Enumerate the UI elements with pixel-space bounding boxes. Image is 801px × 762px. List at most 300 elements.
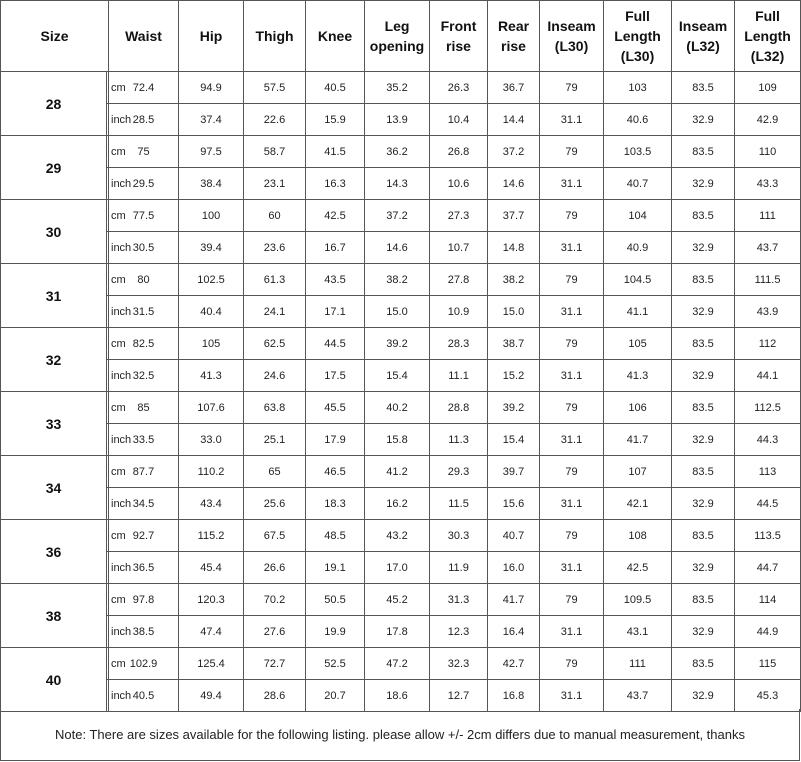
value-cell: 31.1 <box>540 168 604 200</box>
value-cell: 17.0 <box>365 552 430 584</box>
value-cell: 42.5 <box>306 200 365 232</box>
value-cell: 112 <box>735 328 801 360</box>
value-cell: 111.5 <box>735 264 801 296</box>
value-cell: 75 <box>109 136 179 168</box>
value-cell: 11.3 <box>430 424 488 456</box>
value-cell: 40.7 <box>488 520 540 552</box>
column-header-line: (L30) <box>554 38 589 54</box>
table-row <box>1 72 801 104</box>
value-cell: 83.5 <box>672 584 735 616</box>
column-header-line: (L30) <box>620 48 655 64</box>
value-cell: 32.9 <box>672 104 735 136</box>
table-row <box>1 552 801 584</box>
value-cell: 109 <box>735 72 801 104</box>
value-cell: 28.8 <box>430 392 488 424</box>
value-cell: 15.0 <box>488 296 540 328</box>
value-cell: 36.2 <box>365 136 430 168</box>
value-cell: 83.5 <box>672 72 735 104</box>
value-cell: 31.1 <box>540 680 604 712</box>
size-cell: 32 <box>1 328 107 392</box>
column-header <box>244 1 306 72</box>
value-cell: 14.3 <box>365 168 430 200</box>
value-cell: 62.5 <box>244 328 306 360</box>
value-cell: 38.5 <box>109 616 179 648</box>
value-cell: 30.5 <box>109 232 179 264</box>
unit-cell: cm <box>107 456 109 488</box>
value-cell: 40.7 <box>604 168 672 200</box>
value-cell: 24.6 <box>244 360 306 392</box>
value-cell: 113 <box>735 456 801 488</box>
value-cell: 41.5 <box>306 136 365 168</box>
value-cell: 65 <box>244 456 306 488</box>
value-cell: 80 <box>109 264 179 296</box>
value-cell: 63.8 <box>244 392 306 424</box>
value-cell: 23.6 <box>244 232 306 264</box>
value-cell: 17.8 <box>365 616 430 648</box>
unit-cell: cm <box>107 136 109 168</box>
size-cell: 28 <box>1 72 107 136</box>
value-cell: 33.5 <box>109 424 179 456</box>
table-row <box>1 264 801 296</box>
value-cell: 83.5 <box>672 456 735 488</box>
value-cell: 31.5 <box>109 296 179 328</box>
value-cell: 107 <box>604 456 672 488</box>
value-cell: 72.4 <box>109 72 179 104</box>
value-cell: 110.2 <box>179 456 244 488</box>
value-cell: 12.3 <box>430 616 488 648</box>
value-cell: 97.8 <box>109 584 179 616</box>
value-cell: 45.4 <box>179 552 244 584</box>
value-cell: 10.4 <box>430 104 488 136</box>
value-cell: 104 <box>604 200 672 232</box>
value-cell: 32.9 <box>672 232 735 264</box>
size-cell: 33 <box>1 392 107 456</box>
value-cell: 31.1 <box>540 616 604 648</box>
unit-cell: cm <box>107 264 109 296</box>
value-cell: 15.0 <box>365 296 430 328</box>
value-cell: 32.9 <box>672 296 735 328</box>
unit-cell: inch <box>107 296 109 328</box>
value-cell: 42.9 <box>735 104 801 136</box>
value-cell: 16.0 <box>488 552 540 584</box>
column-header <box>109 1 179 72</box>
value-cell: 47.2 <box>365 648 430 680</box>
column-header-line: rise <box>446 38 471 54</box>
unit-cell: cm <box>107 72 109 104</box>
value-cell: 30.3 <box>430 520 488 552</box>
value-cell: 79 <box>540 264 604 296</box>
column-header-line: Length <box>614 28 661 44</box>
size-cell: 38 <box>1 584 107 648</box>
column-header-line: Inseam <box>678 18 728 34</box>
value-cell: 25.1 <box>244 424 306 456</box>
column-header-line: Full <box>625 8 650 24</box>
value-cell: 37.7 <box>488 200 540 232</box>
value-cell: 43.9 <box>735 296 801 328</box>
value-cell: 37.4 <box>179 104 244 136</box>
size-cell: 34 <box>1 456 107 520</box>
table-row <box>1 456 801 488</box>
value-cell: 41.2 <box>365 456 430 488</box>
value-cell: 110 <box>735 136 801 168</box>
column-header <box>604 1 672 72</box>
value-cell: 29.3 <box>430 456 488 488</box>
value-cell: 42.7 <box>488 648 540 680</box>
value-cell: 39.7 <box>488 456 540 488</box>
value-cell: 35.2 <box>365 72 430 104</box>
value-cell: 40.6 <box>604 104 672 136</box>
value-cell: 111 <box>735 200 801 232</box>
value-cell: 58.7 <box>244 136 306 168</box>
column-header-line: Waist <box>125 28 162 44</box>
unit-cell: cm <box>107 648 109 680</box>
value-cell: 48.5 <box>306 520 365 552</box>
value-cell: 39.4 <box>179 232 244 264</box>
value-cell: 43.4 <box>179 488 244 520</box>
value-cell: 23.1 <box>244 168 306 200</box>
value-cell: 41.3 <box>179 360 244 392</box>
unit-cell: cm <box>107 392 109 424</box>
value-cell: 83.5 <box>672 328 735 360</box>
value-cell: 18.3 <box>306 488 365 520</box>
table-row <box>1 328 801 360</box>
value-cell: 125.4 <box>179 648 244 680</box>
value-cell: 14.4 <box>488 104 540 136</box>
column-header <box>179 1 244 72</box>
value-cell: 38.2 <box>488 264 540 296</box>
value-cell: 32.3 <box>430 648 488 680</box>
table-row <box>1 168 801 200</box>
value-cell: 11.1 <box>430 360 488 392</box>
value-cell: 115.2 <box>179 520 244 552</box>
value-cell: 44.9 <box>735 616 801 648</box>
value-cell: 20.7 <box>306 680 365 712</box>
value-cell: 41.1 <box>604 296 672 328</box>
value-cell: 97.5 <box>179 136 244 168</box>
unit-cell: inch <box>107 680 109 712</box>
table-body <box>1 72 801 712</box>
value-cell: 83.5 <box>672 264 735 296</box>
value-cell: 85 <box>109 392 179 424</box>
value-cell: 43.7 <box>735 232 801 264</box>
value-cell: 31.1 <box>540 424 604 456</box>
column-header <box>540 1 604 72</box>
value-cell: 111 <box>604 648 672 680</box>
unit-cell: inch <box>107 616 109 648</box>
value-cell: 38.7 <box>488 328 540 360</box>
value-cell: 16.7 <box>306 232 365 264</box>
value-cell: 10.9 <box>430 296 488 328</box>
column-header-line: Full <box>755 8 780 24</box>
value-cell: 31.1 <box>540 104 604 136</box>
value-cell: 83.5 <box>672 136 735 168</box>
value-cell: 41.3 <box>604 360 672 392</box>
unit-cell: inch <box>107 104 109 136</box>
column-header <box>672 1 735 72</box>
table-header <box>1 1 801 72</box>
table-row <box>1 392 801 424</box>
value-cell: 26.6 <box>244 552 306 584</box>
value-cell: 15.2 <box>488 360 540 392</box>
size-cell: 31 <box>1 264 107 328</box>
size-cell: 36 <box>1 520 107 584</box>
value-cell: 28.5 <box>109 104 179 136</box>
value-cell: 79 <box>540 328 604 360</box>
value-cell: 40.4 <box>179 296 244 328</box>
size-cell: 40 <box>1 648 107 712</box>
value-cell: 107.6 <box>179 392 244 424</box>
value-cell: 47.4 <box>179 616 244 648</box>
column-header <box>488 1 540 72</box>
value-cell: 105 <box>179 328 244 360</box>
value-cell: 60 <box>244 200 306 232</box>
column-header-line: Thigh <box>255 28 294 44</box>
value-cell: 14.6 <box>365 232 430 264</box>
header-row <box>1 1 801 72</box>
column-header <box>306 1 365 72</box>
value-cell: 26.8 <box>430 136 488 168</box>
value-cell: 83.5 <box>672 520 735 552</box>
value-cell: 32.5 <box>109 360 179 392</box>
value-cell: 41.7 <box>604 424 672 456</box>
value-cell: 17.1 <box>306 296 365 328</box>
value-cell: 15.9 <box>306 104 365 136</box>
column-header-line: opening <box>369 38 425 54</box>
value-cell: 45.5 <box>306 392 365 424</box>
column-header-line: Leg <box>384 18 410 34</box>
value-cell: 40.9 <box>604 232 672 264</box>
value-cell: 79 <box>540 136 604 168</box>
value-cell: 32.9 <box>672 680 735 712</box>
value-cell: 44.3 <box>735 424 801 456</box>
value-cell: 103.5 <box>604 136 672 168</box>
value-cell: 115 <box>735 648 801 680</box>
unit-cell: cm <box>107 328 109 360</box>
value-cell: 87.7 <box>109 456 179 488</box>
value-cell: 94.9 <box>179 72 244 104</box>
value-cell: 31.1 <box>540 232 604 264</box>
value-cell: 79 <box>540 456 604 488</box>
unit-cell: inch <box>107 168 109 200</box>
value-cell: 37.2 <box>365 200 430 232</box>
value-cell: 32.9 <box>672 360 735 392</box>
value-cell: 16.3 <box>306 168 365 200</box>
value-cell: 29.5 <box>109 168 179 200</box>
size-cell: 29 <box>1 136 107 200</box>
value-cell: 36.7 <box>488 72 540 104</box>
value-cell: 42.5 <box>604 552 672 584</box>
value-cell: 32.9 <box>672 488 735 520</box>
value-cell: 15.8 <box>365 424 430 456</box>
value-cell: 106 <box>604 392 672 424</box>
value-cell: 43.1 <box>604 616 672 648</box>
column-header-line: rise <box>501 38 526 54</box>
column-header-line: Length <box>744 28 791 44</box>
value-cell: 46.5 <box>306 456 365 488</box>
value-cell: 14.8 <box>488 232 540 264</box>
value-cell: 27.8 <box>430 264 488 296</box>
value-cell: 44.7 <box>735 552 801 584</box>
value-cell: 92.7 <box>109 520 179 552</box>
value-cell: 79 <box>540 648 604 680</box>
value-cell: 57.5 <box>244 72 306 104</box>
table-row <box>1 424 801 456</box>
value-cell: 41.7 <box>488 584 540 616</box>
value-cell: 31.1 <box>540 360 604 392</box>
value-cell: 12.7 <box>430 680 488 712</box>
value-cell: 16.4 <box>488 616 540 648</box>
value-cell: 32.9 <box>672 552 735 584</box>
column-header-line: Knee <box>317 28 353 44</box>
value-cell: 24.1 <box>244 296 306 328</box>
value-cell: 14.6 <box>488 168 540 200</box>
value-cell: 43.5 <box>306 264 365 296</box>
value-cell: 38.4 <box>179 168 244 200</box>
table-row <box>1 616 801 648</box>
value-cell: 82.5 <box>109 328 179 360</box>
value-cell: 52.5 <box>306 648 365 680</box>
table-row <box>1 488 801 520</box>
value-cell: 13.9 <box>365 104 430 136</box>
value-cell: 112.5 <box>735 392 801 424</box>
value-cell: 83.5 <box>672 200 735 232</box>
value-cell: 10.7 <box>430 232 488 264</box>
table-row <box>1 648 801 680</box>
value-cell: 38.2 <box>365 264 430 296</box>
value-cell: 67.5 <box>244 520 306 552</box>
column-header-line: (L32) <box>686 38 720 54</box>
value-cell: 19.9 <box>306 616 365 648</box>
value-cell: 43.7 <box>604 680 672 712</box>
value-cell: 32.9 <box>672 424 735 456</box>
value-cell: 83.5 <box>672 392 735 424</box>
value-cell: 79 <box>540 200 604 232</box>
value-cell: 18.6 <box>365 680 430 712</box>
value-cell: 32.9 <box>672 616 735 648</box>
table-row <box>1 136 801 168</box>
value-cell: 79 <box>540 392 604 424</box>
footnote: Note: There are sizes available for the following listing. please allow +/- 2cm differs due to manual measurement, thanks <box>0 709 800 761</box>
value-cell: 100 <box>179 200 244 232</box>
column-header <box>430 1 488 72</box>
value-cell: 16.2 <box>365 488 430 520</box>
value-cell: 33.0 <box>179 424 244 456</box>
value-cell: 120.3 <box>179 584 244 616</box>
unit-cell: cm <box>107 200 109 232</box>
value-cell: 40.2 <box>365 392 430 424</box>
value-cell: 31.1 <box>540 296 604 328</box>
value-cell: 114 <box>735 584 801 616</box>
value-cell: 27.6 <box>244 616 306 648</box>
column-header <box>735 1 801 72</box>
value-cell: 72.7 <box>244 648 306 680</box>
header-size: Size <box>1 1 109 72</box>
value-cell: 83.5 <box>672 648 735 680</box>
unit-cell: cm <box>107 520 109 552</box>
value-cell: 26.3 <box>430 72 488 104</box>
table-row <box>1 104 801 136</box>
value-cell: 16.8 <box>488 680 540 712</box>
column-header-line: Front <box>440 18 477 34</box>
value-cell: 39.2 <box>365 328 430 360</box>
value-cell: 31.3 <box>430 584 488 616</box>
value-cell: 44.5 <box>735 488 801 520</box>
column-header-line: Rear <box>497 18 530 34</box>
value-cell: 70.2 <box>244 584 306 616</box>
value-cell: 37.2 <box>488 136 540 168</box>
value-cell: 45.3 <box>735 680 801 712</box>
column-header-line: Inseam <box>547 18 596 34</box>
unit-cell: inch <box>107 232 109 264</box>
unit-cell: inch <box>107 360 109 392</box>
value-cell: 109.5 <box>604 584 672 616</box>
size-cell: 30 <box>1 200 107 264</box>
value-cell: 43.2 <box>365 520 430 552</box>
value-cell: 44.5 <box>306 328 365 360</box>
value-cell: 108 <box>604 520 672 552</box>
value-cell: 40.5 <box>306 72 365 104</box>
value-cell: 79 <box>540 72 604 104</box>
value-cell: 40.5 <box>109 680 179 712</box>
value-cell: 15.4 <box>488 424 540 456</box>
value-cell: 27.3 <box>430 200 488 232</box>
value-cell: 36.5 <box>109 552 179 584</box>
value-cell: 10.6 <box>430 168 488 200</box>
value-cell: 43.3 <box>735 168 801 200</box>
unit-cell: inch <box>107 424 109 456</box>
value-cell: 11.5 <box>430 488 488 520</box>
value-cell: 39.2 <box>488 392 540 424</box>
table-row <box>1 296 801 328</box>
value-cell: 102.5 <box>179 264 244 296</box>
value-cell: 17.9 <box>306 424 365 456</box>
value-cell: 22.6 <box>244 104 306 136</box>
value-cell: 25.6 <box>244 488 306 520</box>
value-cell: 45.2 <box>365 584 430 616</box>
column-header-line: Hip <box>199 28 223 44</box>
value-cell: 31.1 <box>540 552 604 584</box>
value-cell: 113.5 <box>735 520 801 552</box>
table-row <box>1 520 801 552</box>
value-cell: 17.5 <box>306 360 365 392</box>
value-cell: 28.3 <box>430 328 488 360</box>
unit-cell: inch <box>107 488 109 520</box>
column-header-line: (L32) <box>750 48 785 64</box>
value-cell: 102.9 <box>109 648 179 680</box>
value-cell: 19.1 <box>306 552 365 584</box>
table-row <box>1 232 801 264</box>
column-header <box>365 1 430 72</box>
value-cell: 42.1 <box>604 488 672 520</box>
value-cell: 79 <box>540 520 604 552</box>
value-cell: 15.4 <box>365 360 430 392</box>
value-cell: 34.5 <box>109 488 179 520</box>
value-cell: 79 <box>540 584 604 616</box>
value-cell: 103 <box>604 72 672 104</box>
value-cell: 28.6 <box>244 680 306 712</box>
value-cell: 44.1 <box>735 360 801 392</box>
unit-cell: inch <box>107 552 109 584</box>
table-row <box>1 680 801 712</box>
value-cell: 15.6 <box>488 488 540 520</box>
value-cell: 32.9 <box>672 168 735 200</box>
unit-cell: cm <box>107 584 109 616</box>
table-row <box>1 360 801 392</box>
value-cell: 31.1 <box>540 488 604 520</box>
value-cell: 61.3 <box>244 264 306 296</box>
value-cell: 50.5 <box>306 584 365 616</box>
value-cell: 49.4 <box>179 680 244 712</box>
